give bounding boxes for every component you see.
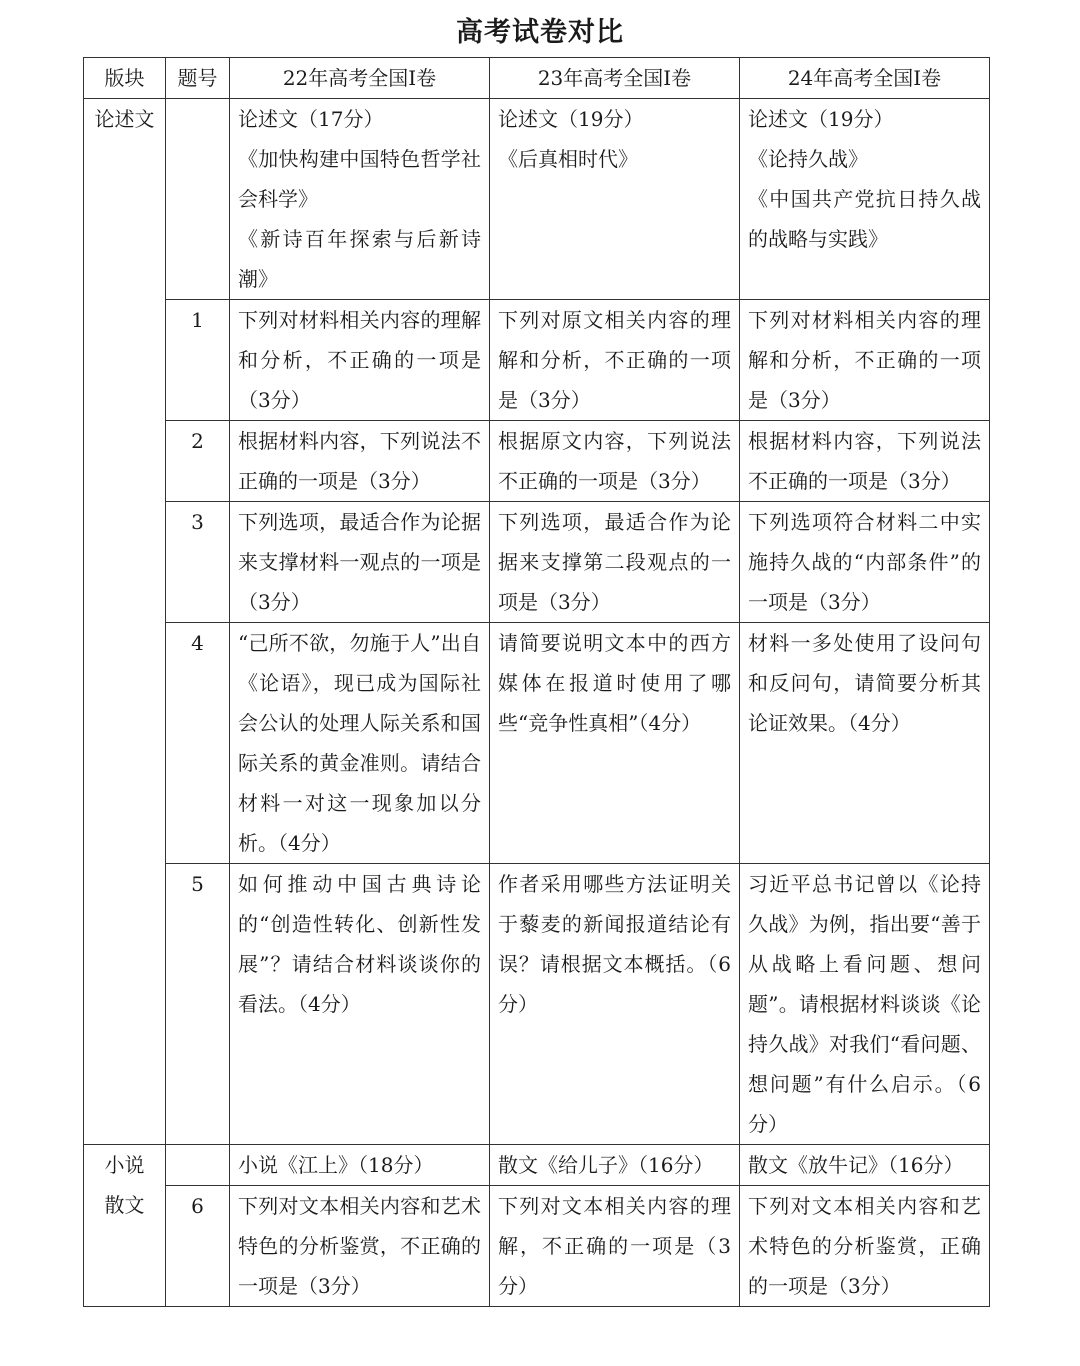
cell-2022: 下列选项，最适合作为论据来支撑材料一观点的一项是（3分） bbox=[230, 502, 490, 623]
cell-2023: 下列对原文相关内容的理解和分析，不正确的一项是（3分） bbox=[490, 300, 740, 421]
cell-2022: 根据材料内容，下列说法不正确的一项是（3分） bbox=[230, 421, 490, 502]
section-argument: 论述文 bbox=[84, 99, 166, 1145]
cell-2022: 下列对文本相关内容和艺术特色的分析鉴赏，不正确的一项是（3分） bbox=[230, 1186, 490, 1307]
table-row bbox=[84, 421, 990, 502]
cell-2023: 下列对文本相关内容的理解，不正确的一项是（3分） bbox=[490, 1186, 740, 1307]
cell-2024: 下列选项符合材料二中实施持久战的“内部条件”的一项是（3分） bbox=[740, 502, 990, 623]
question-number: 1 bbox=[166, 300, 230, 421]
question-number: 3 bbox=[166, 502, 230, 623]
header-2024: 24年高考全国Ⅰ卷 bbox=[740, 58, 990, 99]
section-story-essay: 小说 散文 bbox=[84, 1145, 166, 1307]
cell-2024: 习近平总书记曾以《论持久战》为例，指出要“善于从战略上看问题、想问题”。请根据材料谈谈《论持久战》对我们“看问题、想问题”有什么启示。（6分） bbox=[740, 864, 990, 1145]
cell-2023: 论述文（19分） 《后真相时代》 bbox=[490, 99, 740, 300]
comparison-table bbox=[83, 57, 990, 1307]
question-number: 5 bbox=[166, 864, 230, 1145]
table-row bbox=[84, 623, 990, 864]
header-number: 题号 bbox=[166, 58, 230, 99]
cell-2022: 小说《江上》（18分） bbox=[230, 1145, 490, 1186]
cell-2024: 下列对材料相关内容的理解和分析，不正确的一项是（3分） bbox=[740, 300, 990, 421]
header-2022: 22年高考全国Ⅰ卷 bbox=[230, 58, 490, 99]
table-row bbox=[84, 1145, 990, 1186]
cell-2024: 根据材料内容，下列说法不正确的一项是（3分） bbox=[740, 421, 990, 502]
table-row bbox=[84, 502, 990, 623]
cell-2024: 论述文（19分） 《论持久战》 《中国共产党抗日持久战的战略与实践》 bbox=[740, 99, 990, 300]
table-row bbox=[84, 1186, 990, 1307]
cell-2023: 根据原文内容，下列说法不正确的一项是（3分） bbox=[490, 421, 740, 502]
question-number: 2 bbox=[166, 421, 230, 502]
question-number bbox=[166, 1145, 230, 1186]
question-number: 4 bbox=[166, 623, 230, 864]
cell-2024: 下列对文本相关内容和艺术特色的分析鉴赏，正确的一项是（3分） bbox=[740, 1186, 990, 1307]
cell-2022: 论述文（17分） 《加快构建中国特色哲学社会科学》 《新诗百年探索与后新诗潮》 bbox=[230, 99, 490, 300]
header-section: 版块 bbox=[84, 58, 166, 99]
header-row bbox=[84, 58, 990, 99]
cell-2023: 下列选项，最适合作为论据来支撑第二段观点的一项是（3分） bbox=[490, 502, 740, 623]
cell-2024: 散文《放牛记》（16分） bbox=[740, 1145, 990, 1186]
header-2023: 23年高考全国Ⅰ卷 bbox=[490, 58, 740, 99]
cell-2024: 材料一多处使用了设问句和反问句，请简要分析其论证效果。（4分） bbox=[740, 623, 990, 864]
table-row bbox=[84, 300, 990, 421]
cell-2023: 散文《给儿子》（16分） bbox=[490, 1145, 740, 1186]
cell-2022: “己所不欲，勿施于人”出自《论语》，现已成为国际社会公认的处理人际关系和国际关系的黄金准则。请结合材料一对这一现象加以分析。（4分） bbox=[230, 623, 490, 864]
table-row bbox=[84, 864, 990, 1145]
page-title: 高考试卷对比 bbox=[456, 17, 624, 48]
cell-2022: 下列对材料相关内容的理解和分析，不正确的一项是（3分） bbox=[230, 300, 490, 421]
question-number: 6 bbox=[166, 1186, 230, 1307]
cell-2022: 如何推动中国古典诗论的“创造性转化、创新性发展”？请结合材料谈谈你的看法。（4分） bbox=[230, 864, 490, 1145]
cell-2023: 请简要说明文本中的西方媒体在报道时使用了哪些“竞争性真相”（4分） bbox=[490, 623, 740, 864]
table-row bbox=[84, 99, 990, 300]
cell-2023: 作者采用哪些方法证明关于藜麦的新闻报道结论有误？请根据文本概括。（6分） bbox=[490, 864, 740, 1145]
question-number bbox=[166, 99, 230, 300]
